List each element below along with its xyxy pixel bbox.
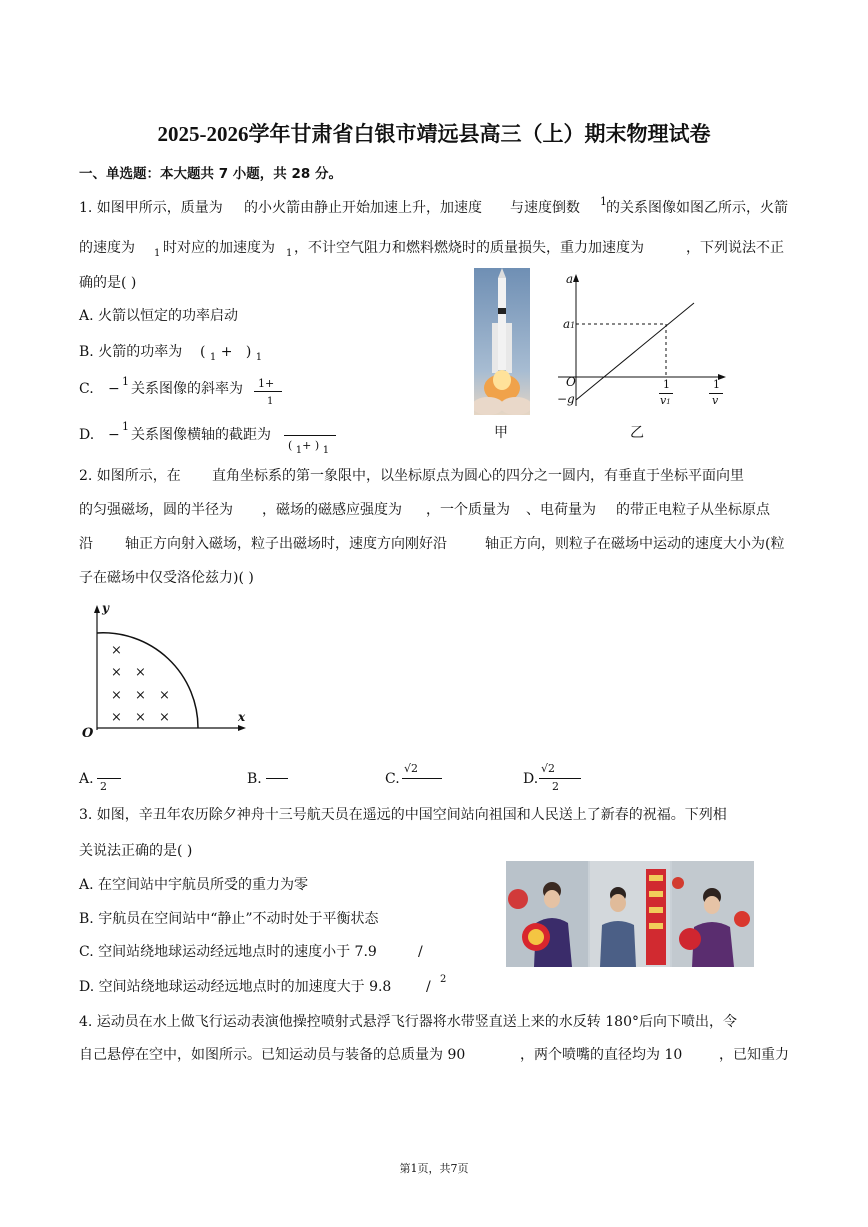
rocket-icon	[474, 268, 530, 415]
q1-option-d-den: ( 1+ ) 1	[288, 439, 330, 456]
q2-option-d-den: 2	[552, 780, 559, 793]
section-heading: 一、单选题：本大题共 7 小题，共 28 分。	[79, 166, 342, 182]
q1-option-d-dash: −	[108, 427, 120, 443]
q1-line3: 确的是( )	[79, 275, 137, 291]
q2-option-d-bar	[539, 778, 581, 779]
graph-a1-label: a1	[563, 317, 576, 331]
q1-option-b-expr: ( $_1$ + ) $_1$	[200, 344, 263, 363]
q2-option-a-bar	[97, 778, 121, 779]
q3-option-a: A. 在空间站中宇航员所受的重力为零	[79, 877, 309, 893]
q2-option-a: A.	[79, 771, 94, 787]
caption-left: 甲	[494, 425, 508, 441]
q2-line2a: 的匀强磁场，圆的半径为	[79, 502, 233, 518]
q1-sub1: 1	[154, 248, 161, 259]
q1-option-c-dash: −	[108, 381, 120, 397]
q1-option-b: B. 火箭的功率为	[79, 344, 183, 360]
caption-right: 乙	[630, 425, 644, 441]
a-vs-inverse-v-graph	[552, 272, 732, 412]
q2-line2d: 、电荷量为	[526, 502, 596, 518]
q1-option-c-den: 1	[267, 396, 274, 407]
q2-option-b-bar	[266, 778, 288, 779]
q1-option-d-frac: 1	[122, 420, 129, 433]
q2-option-c: C.	[385, 771, 400, 787]
q1-line2d: ，下列说法不正	[686, 240, 784, 256]
q4-line2a: 自己悬停在空中，如图所示。已知运动员与装备的总质量为 90	[79, 1047, 466, 1063]
q1-option-d-text: 关系图像横轴的截距为	[131, 427, 271, 443]
fig-x-label: x	[238, 710, 246, 724]
q2-line3c: 轴正方向，则粒子在磁场中运动的速度大小为(粒	[485, 536, 785, 552]
fig-y-label: y	[102, 601, 109, 615]
q2-option-c-num: √2	[404, 762, 419, 775]
q1-line1b: 的小火箭由静止开始加速上升，加速度	[244, 200, 482, 216]
graph-y-label: a	[566, 272, 574, 286]
q2-line2b: ，磁场的磁感应强度为	[262, 502, 402, 518]
field-cross: ×	[135, 710, 146, 725]
q1-sub2: 1	[286, 248, 293, 259]
q2-option-b: B.	[247, 771, 262, 787]
field-cross: ×	[159, 710, 170, 725]
q2-line1a: 2. 如图所示，在	[79, 468, 181, 484]
field-cross: ×	[111, 710, 122, 725]
fig-y-arrow	[94, 605, 100, 613]
field-cross: ×	[111, 643, 122, 658]
q2-line3b: 轴正方向射入磁场，粒子出磁场时，速度方向刚好沿	[125, 536, 447, 552]
q1-option-c-label: C.	[79, 381, 94, 397]
q4-line2c: ，已知重力	[719, 1047, 789, 1063]
rocket-photo	[474, 268, 530, 415]
q3-option-c-unit: /	[418, 944, 423, 960]
q1-line2c: ，不计空气阻力和燃料燃烧时的质量损失，重力加速度为	[294, 240, 644, 256]
graph-origin: O	[566, 375, 576, 389]
q3-option-c: C. 空间站绕地球运动经远地点时的速度小于 7.9	[79, 944, 377, 960]
q3-line1: 3. 如图，辛丑年农历除夕神舟十三号航天员在遥远的中国空间站向祖国和人民送上了新春的祝福。下列相	[79, 807, 727, 823]
q1-line2b: 时对应的加速度为	[163, 240, 275, 256]
graph-x1-den: v1	[660, 394, 671, 407]
q1-option-c-text: 关系图像的斜率为	[131, 381, 243, 397]
page-title: 2025-2026学年甘肃省白银市靖远县高三（上）期末物理试卷	[157, 122, 711, 146]
q1-line2a: 的速度为	[79, 240, 135, 256]
q1-option-c-frac: 1	[122, 375, 129, 388]
field-cross: ×	[135, 688, 146, 703]
graph-x1-num: 1	[663, 378, 670, 391]
graph-neg-g: −g	[557, 392, 575, 406]
q1-line1c: 与速度倒数	[510, 200, 580, 216]
fig-x-arrow	[238, 725, 246, 731]
q2-option-d: D.	[523, 771, 539, 787]
page-footer: 第1页，共7页	[399, 1162, 469, 1175]
graph-y-arrow	[573, 274, 579, 282]
graph-line	[576, 303, 694, 400]
q1-frac-num: 1	[600, 195, 607, 208]
q2-option-c-bar	[402, 778, 442, 779]
q1-line1a: 1. 如图甲所示，质量为	[79, 200, 223, 216]
q1-option-c-bar	[254, 391, 282, 392]
q1-option-d-bar	[284, 435, 336, 436]
q3-option-b: B. 宇航员在空间站中“静止”不动时处于平衡状态	[79, 911, 379, 927]
q2-option-a-den: 2	[100, 780, 107, 793]
q4-line2b: ，两个喷嘴的直径均为 10	[520, 1047, 683, 1063]
q2-option-d-num: √2	[541, 762, 556, 775]
q3-line2: 关说法正确的是( )	[79, 843, 193, 859]
graph-x-den: v	[712, 394, 719, 407]
q2-line3a: 沿	[79, 536, 93, 552]
field-cross: ×	[111, 665, 122, 680]
q2-line2e: 的带正电粒子从坐标原点	[616, 502, 770, 518]
q3-option-d: D. 空间站绕地球运动经远地点时的加速度大于 9.8	[79, 979, 392, 995]
q1-option-d-label: D.	[79, 427, 95, 443]
q4-line1: 4. 运动员在水上做飞行运动表演他操控喷射式悬浮飞行器将水带竖直送上来的水反转 180°后向下喷出，令	[79, 1014, 737, 1030]
field-cross: ×	[159, 688, 170, 703]
q2-line4: 子在磁场中仅受洛伦兹力)( )	[79, 570, 254, 586]
fig-origin: O	[82, 726, 94, 741]
q1-option-a: A. 火箭以恒定的功率启动	[79, 308, 239, 324]
q2-line1b: 直角坐标系的第一象限中，以坐标原点为圆心的四分之一圆内，有垂直于坐标平面向里	[212, 468, 744, 484]
field-cross: ×	[111, 688, 122, 703]
q3-option-d-sup: 2	[440, 974, 447, 985]
q1-line1d: 的关系图像如图乙所示，火箭	[606, 200, 788, 216]
q2-line2c: ，一个质量为	[426, 502, 510, 518]
q1-option-c-num: 1+	[258, 377, 275, 390]
astronauts-photo	[506, 861, 754, 967]
graph-x-num: 1	[713, 378, 720, 391]
astronauts-icon	[506, 861, 754, 967]
q3-option-d-unit: /	[426, 979, 431, 995]
field-cross: ×	[135, 665, 146, 680]
